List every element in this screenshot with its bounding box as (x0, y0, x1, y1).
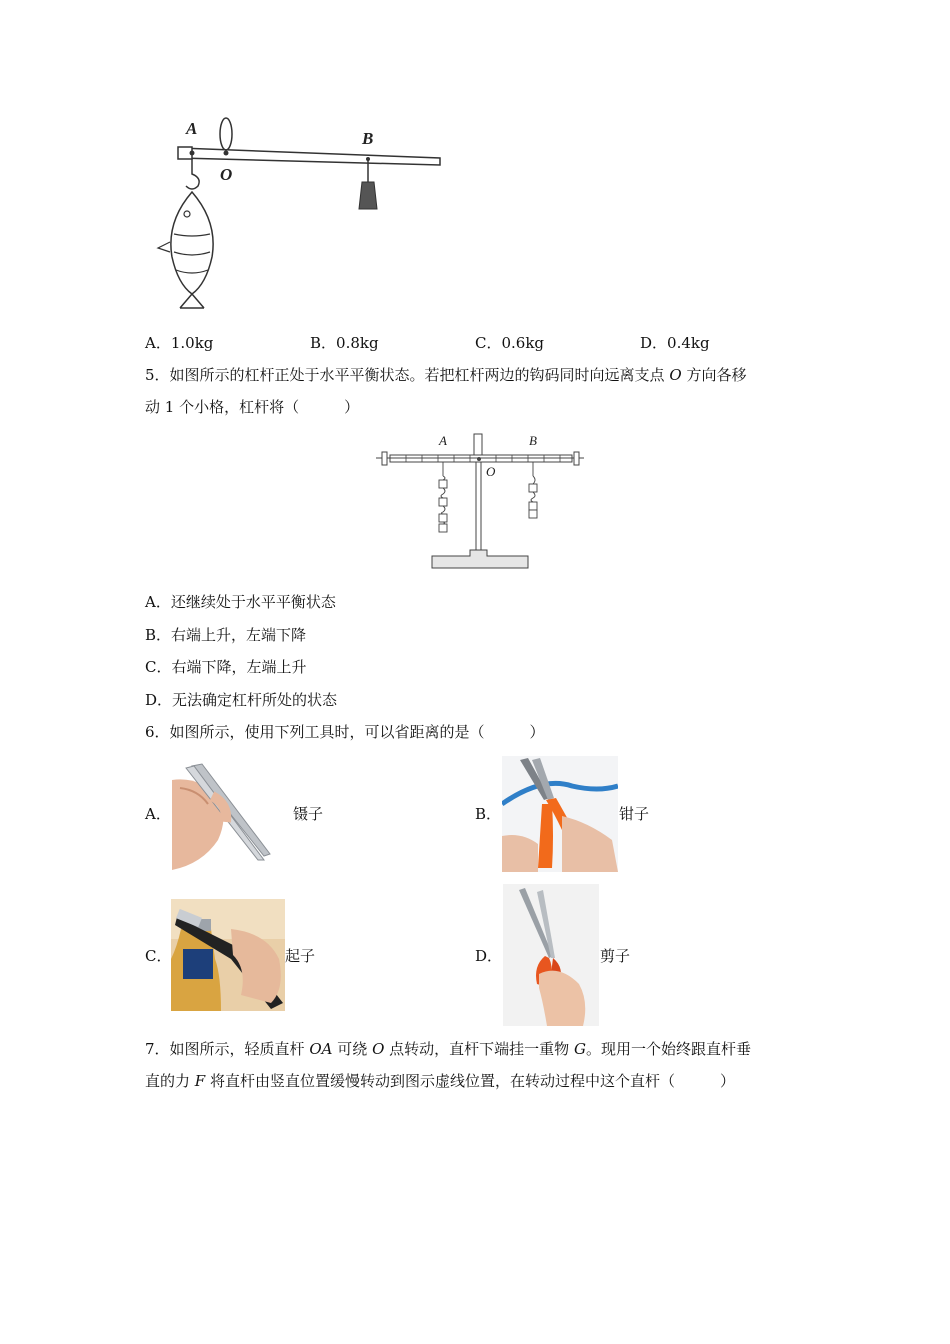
pliers-photo (502, 756, 618, 872)
q5-option-c[interactable]: C．右端下降，左端上升 (145, 658, 307, 676)
q5-option-a[interactable]: A．还继续处于水平平衡状态 (145, 593, 336, 611)
q7-stem-line1: 7．如图所示，轻质直杆 OA 可绕 O 点转动，直杆下端挂一重物 G。现用一个始终跟直杆垂 (145, 1040, 751, 1058)
q6-option-d-caption: 剪子 (600, 947, 631, 965)
bottle-opener-photo (171, 899, 285, 1011)
q6-option-a-letter[interactable]: A． (145, 805, 171, 823)
q4-option-c[interactable]: C．0.6kg (475, 334, 545, 352)
lever-balance-figure (372, 428, 588, 574)
q6-option-b-letter[interactable]: B． (475, 805, 502, 823)
q4-option-b[interactable]: B．0.8kg (310, 334, 379, 352)
q4-option-a[interactable]: A．1.0kg (145, 334, 214, 352)
q5-stem-line2: 动 1 个小格，杠杆将（ ） (145, 398, 360, 416)
steelyard-figure (140, 112, 450, 312)
q6-option-a-caption: 镊子 (293, 805, 324, 823)
q6-option-c-letter[interactable]: C． (145, 947, 172, 965)
label-o: O (486, 464, 496, 479)
q4-option-d[interactable]: D．0.4kg (640, 334, 710, 352)
q6-option-c-caption: 起子 (285, 947, 316, 965)
q6-option-b-caption: 钳子 (619, 805, 650, 823)
label-b: B (362, 129, 374, 148)
q6-option-d-letter[interactable]: D． (475, 947, 503, 965)
q5-option-b[interactable]: B．右端上升，左端下降 (145, 626, 307, 644)
q5-stem-line1: 5．如图所示的杠杆正处于水平平衡状态。若把杠杆两边的钩码同时向远离支点 O 方向各移 (145, 366, 747, 384)
q6-stem: 6．如图所示，使用下列工具时，可以省距离的是（ ） (145, 723, 545, 741)
tweezers-photo (172, 760, 276, 874)
q7-stem-line2: 直的力 F 将直杆由竖直位置缓慢转动到图示虚线位置，在转动过程中这个直杆（ ） (145, 1072, 736, 1090)
q5-option-d[interactable]: D．无法确定杠杆所处的状态 (145, 691, 338, 709)
label-a: A (439, 433, 447, 448)
label-o: O (220, 165, 233, 184)
label-b: B (529, 433, 537, 448)
fish-icon (158, 192, 213, 308)
scissors-photo (503, 884, 599, 1026)
label-a: A (186, 119, 198, 138)
